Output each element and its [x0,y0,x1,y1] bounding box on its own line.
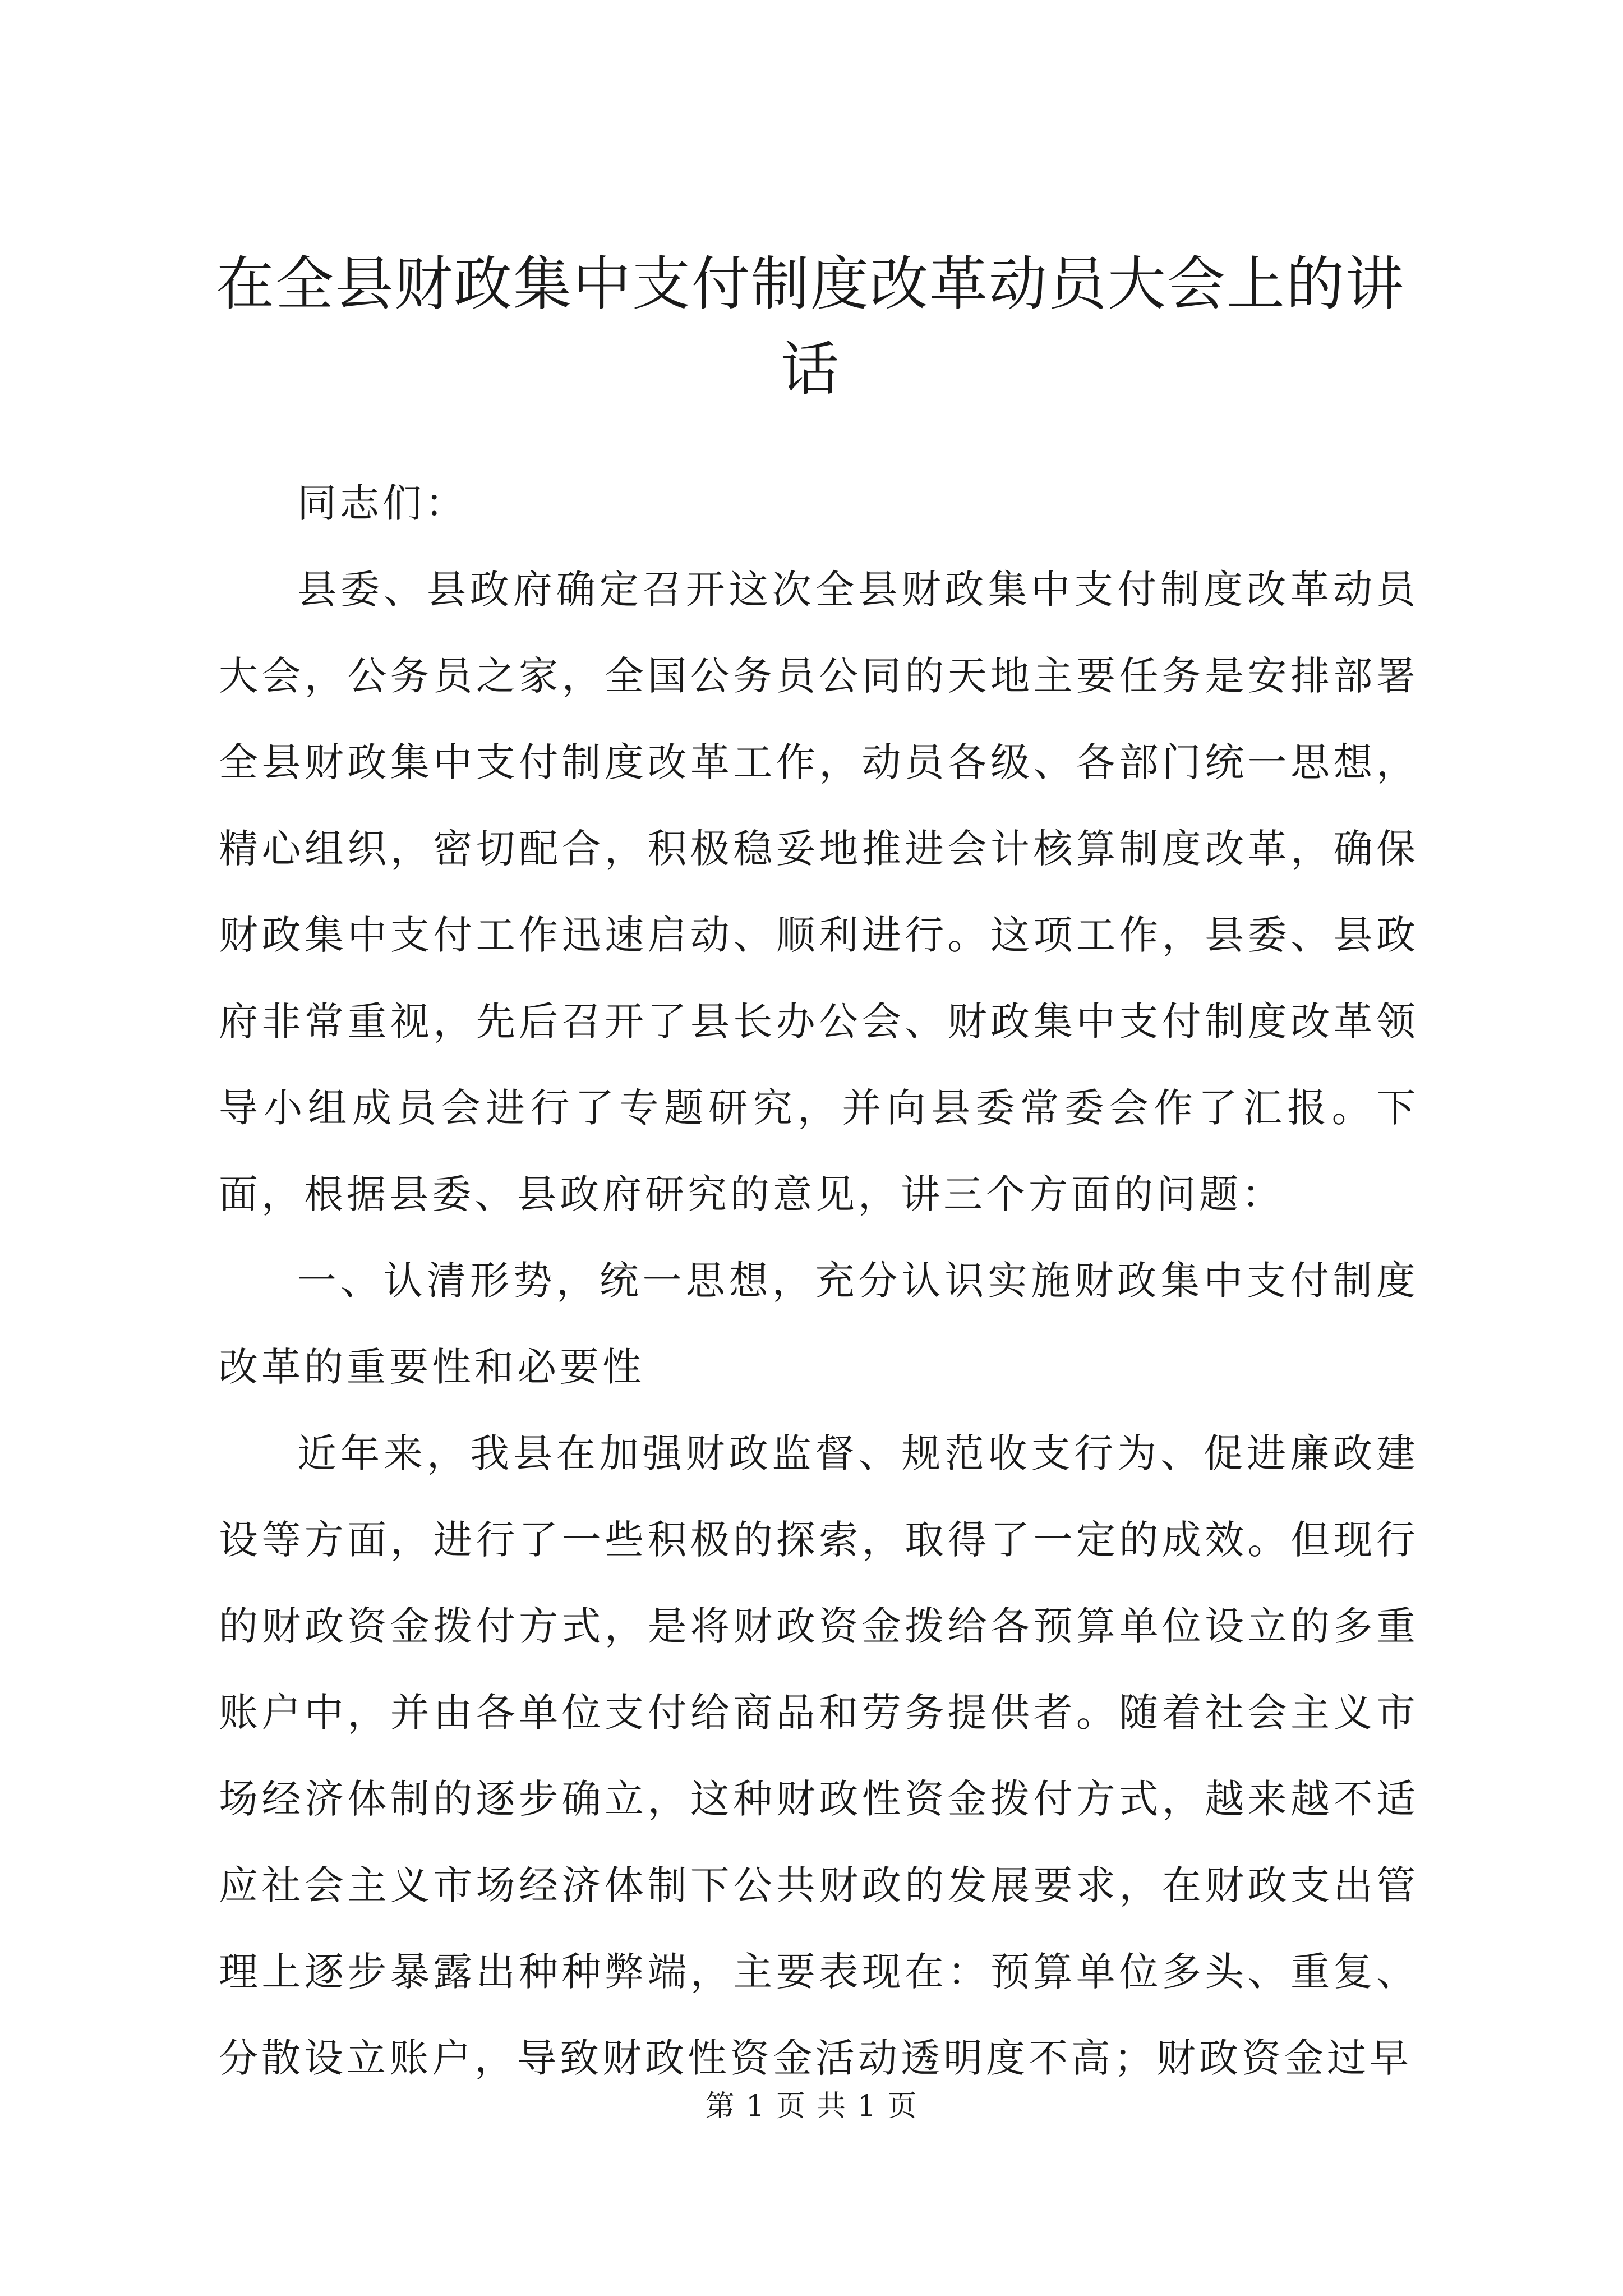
intro-paragraph: 县委、县政府确定召开这次全县财政集中支付制度改革动员大会，公务员之家，全国公务员公同的天地主要任务是安排部署全县财政集中支付制度改革工作，动员各级、各部门统一思想，精心组织，密切配合，积极稳妥地推进会计核算制度改革，确保财政集中支付工作迅速启动、顺利进行。这项工作，县委、县政府非常重视，先后召开了县长办公会、财政集中支付制度改革领导小组成员会进行了专题研究，并向县委常委会作了汇报。下面，根据县委、县政府研究的意见，讲三个方面的问题： [219,567,1419,1217]
body-paragraph: 近年来，我县在加强财政监督、规范收支行为、促进廉政建设等方面，进行了一些积极的探索，取得了一定的成效。但现行的财政资金拨付方式，是将财政资金拨给各预算单位设立的多重账户中，并由各单位支付给商品和劳务提供者。随着社会主义市场经济体制的逐步确立，这种财政性资金拨付方式，越来越不适应社会主义市场经济体制下公共财政的发展要求，在财政支出管理上逐步暴露出种种弊端，主要表现在：预算单位多头、重复、分散设立账户，导致财政性资金活动透明度不高；财政资金过早 [219,1430,1419,2081]
page-footer: 第 1 页 共 1 页 [705,2090,918,2123]
section-heading-paragraph: 一、认清形势，统一思想，充分认识实施财政集中支付制度改革的重要性和必要性 [219,1258,1419,1390]
document-body [219,460,1419,2101]
document-title: 在全县财政集中支付制度改革动员大会上的讲话 [215,250,1405,403]
salutation-paragraph: 同志们： [297,480,468,526]
